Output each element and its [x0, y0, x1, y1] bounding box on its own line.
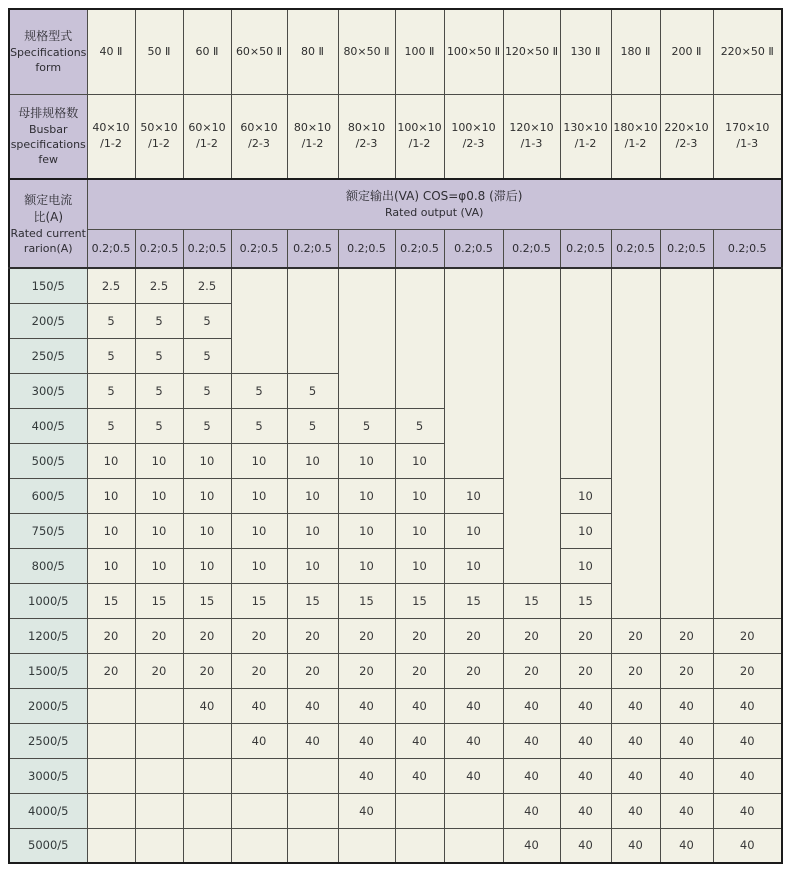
- rated-output-value-cell: 15: [560, 583, 611, 618]
- rated-output-value-cell: [183, 723, 231, 758]
- rated-output-value-cell: 20: [135, 618, 183, 653]
- rated-output-value-cell: 20: [560, 618, 611, 653]
- rated-output-value-cell: 20: [503, 653, 560, 688]
- rated-output-value-cell: [287, 828, 338, 863]
- busbar-size: 170×10: [725, 121, 770, 135]
- rated-output-value-cell: [183, 828, 231, 863]
- rated-output-value-cell: 5: [231, 408, 287, 443]
- rated-output-value-cell: 40: [660, 758, 713, 793]
- rated-output-value-cell: 10: [231, 548, 287, 583]
- rated-output-value-cell: [183, 758, 231, 793]
- rated-output-value-cell: 10: [135, 548, 183, 583]
- rated-output-value-cell: [135, 793, 183, 828]
- current-ratio-cell: 400/5: [9, 408, 87, 443]
- rated-output-value-cell: 5: [231, 373, 287, 408]
- rated-output-value-cell: 40: [338, 793, 395, 828]
- current-ratio-cell: 3000/5: [9, 758, 87, 793]
- rated-output-value-cell: 40: [503, 723, 560, 758]
- rated-output-value-cell: 15: [87, 583, 135, 618]
- rated-output-value-cell: 40: [560, 828, 611, 863]
- rated-output-value-cell: 20: [503, 618, 560, 653]
- busbar-size: 220×10: [664, 121, 709, 135]
- current-ratio-cell: 4000/5: [9, 793, 87, 828]
- rated-output-value-cell: 20: [560, 653, 611, 688]
- rated-output-value-cell: [395, 793, 444, 828]
- rated-output-header-cell: [87, 179, 782, 229]
- rated-output-title-row: [9, 179, 782, 229]
- rated-output-value-cell: 40: [660, 723, 713, 758]
- rated-output-value-cell: 10: [338, 443, 395, 478]
- rated-output-value-cell: [395, 828, 444, 863]
- rated-output-value-cell: 10: [287, 548, 338, 583]
- busbar-size: 100×10: [397, 121, 442, 135]
- rated-output-value-cell: 15: [287, 583, 338, 618]
- rated-output-value-cell: 10: [183, 478, 231, 513]
- spec-column-header: 130 Ⅱ: [560, 9, 611, 94]
- current-ratio-cell: 2500/5: [9, 723, 87, 758]
- accuracy-class-cell: 0.2;0.5: [560, 229, 611, 268]
- rated-output-value-cell: 40: [503, 828, 560, 863]
- busbar-count: /1-3: [736, 137, 759, 151]
- spec-form-label-en: form: [35, 61, 62, 75]
- rated-output-value-cell: 10: [338, 548, 395, 583]
- rated-output-value-cell: 10: [338, 513, 395, 548]
- table-row: [9, 828, 782, 863]
- current-ratio-cell: 2000/5: [9, 688, 87, 723]
- rated-output-value-cell: [231, 758, 287, 793]
- rated-output-value-cell: 10: [87, 443, 135, 478]
- rated-output-value-cell: 20: [338, 618, 395, 653]
- rated-output-value-cell: [338, 828, 395, 863]
- busbar-size: 60×10: [240, 121, 278, 135]
- rated-output-title-en: Rated output (VA): [385, 206, 484, 220]
- rated-output-value-cell: 5: [183, 303, 231, 338]
- table-row: [9, 688, 782, 723]
- busbar-count: /1-2: [301, 137, 324, 151]
- rated-output-value-cell: [87, 828, 135, 863]
- empty-merged-cell: [713, 268, 782, 618]
- rated-output-value-cell: 15: [338, 583, 395, 618]
- current-ratio-cell: 600/5: [9, 478, 87, 513]
- empty-merged-cell: [611, 268, 660, 618]
- rated-output-value-cell: 40: [713, 758, 782, 793]
- rated-output-value-cell: 2.5: [183, 268, 231, 303]
- current-ratio-cell: 5000/5: [9, 828, 87, 863]
- rated-output-value-cell: 40: [611, 758, 660, 793]
- rated-output-value-cell: 40: [660, 688, 713, 723]
- rated-output-value-cell: 5: [395, 408, 444, 443]
- table-row: [9, 723, 782, 758]
- rated-output-value-cell: 40: [611, 688, 660, 723]
- rated-output-value-cell: 5: [183, 338, 231, 373]
- accuracy-class-cell: 0.2;0.5: [135, 229, 183, 268]
- rated-output-value-cell: 40: [503, 758, 560, 793]
- spec-column-header: 200 Ⅱ: [660, 9, 713, 94]
- rated-output-value-cell: 40: [611, 723, 660, 758]
- rated-output-value-cell: [444, 793, 503, 828]
- accuracy-class-cell: 0.2;0.5: [395, 229, 444, 268]
- rated-current-label-en: rarion(A): [23, 241, 73, 255]
- rated-output-value-cell: [135, 758, 183, 793]
- spec-column-header: 120×50 Ⅱ: [503, 9, 560, 94]
- busbar-count: /1-2: [408, 137, 431, 151]
- current-ratio-cell: 1500/5: [9, 653, 87, 688]
- rated-output-value-cell: 40: [660, 828, 713, 863]
- rated-output-value-cell: 40: [338, 688, 395, 723]
- rated-output-value-cell: [231, 828, 287, 863]
- rated-output-value-cell: 20: [444, 618, 503, 653]
- spec-column-header: 100 Ⅱ: [395, 9, 444, 94]
- rated-output-value-cell: 5: [287, 373, 338, 408]
- busbar-label-en: specifications: [10, 138, 86, 152]
- rated-output-value-cell: 20: [231, 618, 287, 653]
- busbar-spec-cell: [611, 94, 660, 179]
- rated-output-value-cell: 20: [287, 653, 338, 688]
- rated-output-value-cell: 10: [231, 513, 287, 548]
- busbar-count: /1-3: [520, 137, 543, 151]
- busbar-label-en: few: [38, 153, 59, 167]
- rated-output-value-cell: 40: [503, 688, 560, 723]
- busbar-size: 180×10: [613, 121, 658, 135]
- rated-output-value-cell: 5: [87, 338, 135, 373]
- rated-output-value-cell: 40: [660, 793, 713, 828]
- rated-output-value-cell: 20: [611, 618, 660, 653]
- rated-output-value-cell: 20: [231, 653, 287, 688]
- rated-output-value-cell: 10: [87, 548, 135, 583]
- current-ratio-cell: 150/5: [9, 268, 87, 303]
- rated-output-value-cell: 20: [713, 618, 782, 653]
- accuracy-class-row: [9, 229, 782, 268]
- rated-output-value-cell: 20: [183, 618, 231, 653]
- busbar-count: /2-3: [355, 137, 378, 151]
- busbar-spec-cell: [87, 94, 135, 179]
- rated-output-value-cell: 40: [287, 723, 338, 758]
- busbar-label-zh: 母排规格数: [18, 106, 79, 121]
- rated-output-value-cell: 40: [444, 758, 503, 793]
- busbar-size: 80×10: [293, 121, 332, 135]
- current-ratio-cell: 300/5: [9, 373, 87, 408]
- rated-output-value-cell: 40: [231, 688, 287, 723]
- rated-output-value-cell: 10: [560, 513, 611, 548]
- rated-output-value-cell: 40: [560, 793, 611, 828]
- rated-output-title-zh: 额定输出(VA) COS=φ0.8 (滞后): [345, 189, 523, 204]
- accuracy-class-cell: 0.2;0.5: [444, 229, 503, 268]
- rated-output-value-cell: 10: [444, 513, 503, 548]
- rated-output-value-cell: 40: [713, 793, 782, 828]
- rated-output-value-cell: 10: [231, 443, 287, 478]
- spec-form-label-zh: 规格型式: [24, 29, 73, 44]
- rated-output-value-cell: 15: [231, 583, 287, 618]
- busbar-spec-cell: [713, 94, 782, 179]
- rated-output-value-cell: 40: [713, 723, 782, 758]
- accuracy-class-cell: 0.2;0.5: [87, 229, 135, 268]
- accuracy-class-cell: 0.2;0.5: [713, 229, 782, 268]
- busbar-spec-cell: [395, 94, 444, 179]
- rated-output-value-cell: 20: [87, 618, 135, 653]
- rated-output-value-cell: [135, 688, 183, 723]
- current-ratio-cell: 1000/5: [9, 583, 87, 618]
- busbar-size: 40×10: [92, 121, 130, 135]
- rated-output-value-cell: 5: [87, 303, 135, 338]
- rated-output-value-cell: 40: [611, 828, 660, 863]
- rated-output-value-cell: 10: [287, 443, 338, 478]
- rated-output-value-cell: 40: [444, 688, 503, 723]
- rated-output-value-cell: 20: [87, 653, 135, 688]
- busbar-count: /1-2: [148, 137, 170, 151]
- rated-output-value-cell: [87, 758, 135, 793]
- accuracy-class-cell: 0.2;0.5: [183, 229, 231, 268]
- rated-output-value-cell: 10: [287, 478, 338, 513]
- rated-output-value-cell: 10: [87, 513, 135, 548]
- spec-form-row: [9, 9, 782, 94]
- rated-output-value-cell: 20: [287, 618, 338, 653]
- spec-column-header: 180 Ⅱ: [611, 9, 660, 94]
- rated-output-value-cell: 40: [560, 723, 611, 758]
- rated-output-value-cell: 10: [287, 513, 338, 548]
- rated-output-value-cell: 40: [560, 758, 611, 793]
- rated-output-value-cell: 10: [444, 548, 503, 583]
- rated-output-value-cell: [87, 793, 135, 828]
- table-row: [9, 268, 782, 303]
- rated-output-value-cell: 40: [713, 688, 782, 723]
- rated-output-value-cell: 20: [660, 653, 713, 688]
- rated-output-value-cell: 10: [135, 443, 183, 478]
- rated-output-value-cell: 5: [183, 373, 231, 408]
- rated-output-value-cell: 10: [135, 478, 183, 513]
- table-row: [9, 653, 782, 688]
- rated-output-value-cell: 10: [444, 478, 503, 513]
- specifications-table: [8, 8, 783, 864]
- rated-current-label-zh: 额定电流: [24, 192, 73, 207]
- rated-output-value-cell: 10: [395, 443, 444, 478]
- rated-output-value-cell: 10: [183, 513, 231, 548]
- rated-output-value-cell: 5: [87, 408, 135, 443]
- busbar-row: [9, 94, 782, 179]
- rated-output-value-cell: 40: [287, 688, 338, 723]
- busbar-spec-cell: [560, 94, 611, 179]
- rated-output-value-cell: 20: [183, 653, 231, 688]
- accuracy-class-cell: 0.2;0.5: [231, 229, 287, 268]
- rated-output-value-cell: 40: [611, 793, 660, 828]
- rated-current-label-zh: 比(A): [33, 209, 64, 224]
- rated-output-value-cell: 2.5: [135, 268, 183, 303]
- current-ratio-cell: 200/5: [9, 303, 87, 338]
- rated-output-value-cell: 15: [135, 583, 183, 618]
- busbar-count: /2-3: [675, 137, 698, 151]
- rated-output-value-cell: 10: [183, 443, 231, 478]
- spec-column-header: 50 Ⅱ: [135, 9, 183, 94]
- rated-current-header-cell: [9, 179, 87, 268]
- busbar-spec-cell: [135, 94, 183, 179]
- current-ratio-cell: 250/5: [9, 338, 87, 373]
- busbar-size: 130×10: [563, 121, 608, 135]
- spec-form-label-en: Specifications: [10, 46, 87, 60]
- accuracy-class-cell: 0.2;0.5: [503, 229, 560, 268]
- rated-output-value-cell: 40: [231, 723, 287, 758]
- rated-output-value-cell: [183, 793, 231, 828]
- rated-output-value-cell: [87, 688, 135, 723]
- rated-output-value-cell: 5: [135, 303, 183, 338]
- table-row: [9, 758, 782, 793]
- rated-output-value-cell: 10: [395, 548, 444, 583]
- rated-output-value-cell: 5: [338, 408, 395, 443]
- empty-merged-cell: [660, 268, 713, 618]
- busbar-spec-cell: [503, 94, 560, 179]
- empty-merged-cell: [338, 268, 395, 408]
- rated-output-value-cell: [135, 723, 183, 758]
- rated-output-value-cell: 10: [87, 478, 135, 513]
- spec-form-header-cell: [9, 9, 87, 94]
- busbar-spec-cell: [660, 94, 713, 179]
- accuracy-class-cell: 0.2;0.5: [660, 229, 713, 268]
- spec-column-header: 60×50 Ⅱ: [231, 9, 287, 94]
- table-row: [9, 793, 782, 828]
- rated-output-value-cell: 5: [135, 408, 183, 443]
- accuracy-class-cell: 0.2;0.5: [611, 229, 660, 268]
- busbar-spec-cell: [338, 94, 395, 179]
- spec-column-header: 100×50 Ⅱ: [444, 9, 503, 94]
- rated-output-value-cell: [444, 828, 503, 863]
- rated-output-value-cell: 15: [503, 583, 560, 618]
- empty-merged-cell: [231, 268, 287, 373]
- rated-output-value-cell: 10: [183, 548, 231, 583]
- spec-column-header: 220×50 Ⅱ: [713, 9, 782, 94]
- empty-merged-cell: [287, 268, 338, 373]
- spec-column-header: 80×50 Ⅱ: [338, 9, 395, 94]
- rated-output-value-cell: 40: [395, 758, 444, 793]
- rated-output-value-cell: [135, 828, 183, 863]
- rated-output-value-cell: 20: [135, 653, 183, 688]
- rated-output-value-cell: 20: [660, 618, 713, 653]
- rated-output-value-cell: 15: [183, 583, 231, 618]
- busbar-count: /1-2: [196, 137, 218, 151]
- empty-merged-cell: [503, 268, 560, 583]
- rated-output-value-cell: [87, 723, 135, 758]
- rated-output-value-cell: 5: [287, 408, 338, 443]
- rated-output-value-cell: 40: [560, 688, 611, 723]
- current-ratio-cell: 1200/5: [9, 618, 87, 653]
- rated-output-value-cell: 10: [395, 513, 444, 548]
- rated-output-value-cell: 5: [183, 408, 231, 443]
- table-row: [9, 618, 782, 653]
- busbar-count: /2-3: [462, 137, 485, 151]
- rated-output-value-cell: [287, 758, 338, 793]
- rated-output-value-cell: 40: [395, 723, 444, 758]
- current-ratio-cell: 750/5: [9, 513, 87, 548]
- rated-output-value-cell: [231, 793, 287, 828]
- rated-current-label-en: Rated current: [10, 226, 86, 240]
- rated-output-value-cell: 10: [395, 478, 444, 513]
- spec-column-header: 80 Ⅱ: [287, 9, 338, 94]
- rated-output-value-cell: 40: [444, 723, 503, 758]
- rated-output-value-cell: 10: [560, 548, 611, 583]
- current-ratio-cell: 800/5: [9, 548, 87, 583]
- busbar-spec-cell: [444, 94, 503, 179]
- busbar-size: 120×10: [509, 121, 554, 135]
- empty-merged-cell: [395, 268, 444, 408]
- current-ratio-cell: 500/5: [9, 443, 87, 478]
- spec-column-header: 40 Ⅱ: [87, 9, 135, 94]
- rated-output-value-cell: 2.5: [87, 268, 135, 303]
- rated-output-value-cell: 5: [135, 338, 183, 373]
- rated-output-value-cell: 20: [338, 653, 395, 688]
- rated-output-value-cell: 10: [231, 478, 287, 513]
- rated-output-value-cell: 5: [135, 373, 183, 408]
- rated-output-value-cell: 40: [183, 688, 231, 723]
- accuracy-class-cell: 0.2;0.5: [338, 229, 395, 268]
- rated-output-value-cell: [287, 793, 338, 828]
- busbar-spec-cell: [183, 94, 231, 179]
- rated-output-value-cell: 20: [713, 653, 782, 688]
- busbar-size: 80×10: [347, 121, 386, 135]
- empty-merged-cell: [444, 268, 503, 478]
- rated-output-value-cell: 20: [444, 653, 503, 688]
- rated-output-value-cell: 40: [713, 828, 782, 863]
- spec-column-header: 60 Ⅱ: [183, 9, 231, 94]
- rated-output-value-cell: 40: [338, 723, 395, 758]
- busbar-label-en: Busbar: [29, 123, 68, 137]
- busbar-count: /1-2: [624, 137, 647, 151]
- rated-output-value-cell: 20: [395, 618, 444, 653]
- rated-output-value-cell: 5: [87, 373, 135, 408]
- busbar-size: 50×10: [140, 121, 178, 135]
- rated-output-value-cell: 10: [338, 478, 395, 513]
- busbar-header-cell: [9, 94, 87, 179]
- rated-output-value-cell: 15: [395, 583, 444, 618]
- rated-output-value-cell: 40: [338, 758, 395, 793]
- rated-output-value-cell: 15: [444, 583, 503, 618]
- busbar-size: 60×10: [188, 121, 226, 135]
- busbar-count: /1-2: [574, 137, 597, 151]
- rated-output-value-cell: 40: [503, 793, 560, 828]
- busbar-count: /1-2: [100, 137, 122, 151]
- busbar-size: 100×10: [451, 121, 496, 135]
- rated-output-value-cell: 40: [395, 688, 444, 723]
- rated-output-value-cell: 10: [560, 478, 611, 513]
- busbar-spec-cell: [231, 94, 287, 179]
- rated-output-value-cell: 10: [135, 513, 183, 548]
- empty-merged-cell: [560, 268, 611, 478]
- rated-output-value-cell: 20: [611, 653, 660, 688]
- rated-output-value-cell: 20: [395, 653, 444, 688]
- busbar-count: /2-3: [248, 137, 270, 151]
- busbar-spec-cell: [287, 94, 338, 179]
- accuracy-class-cell: 0.2;0.5: [287, 229, 338, 268]
